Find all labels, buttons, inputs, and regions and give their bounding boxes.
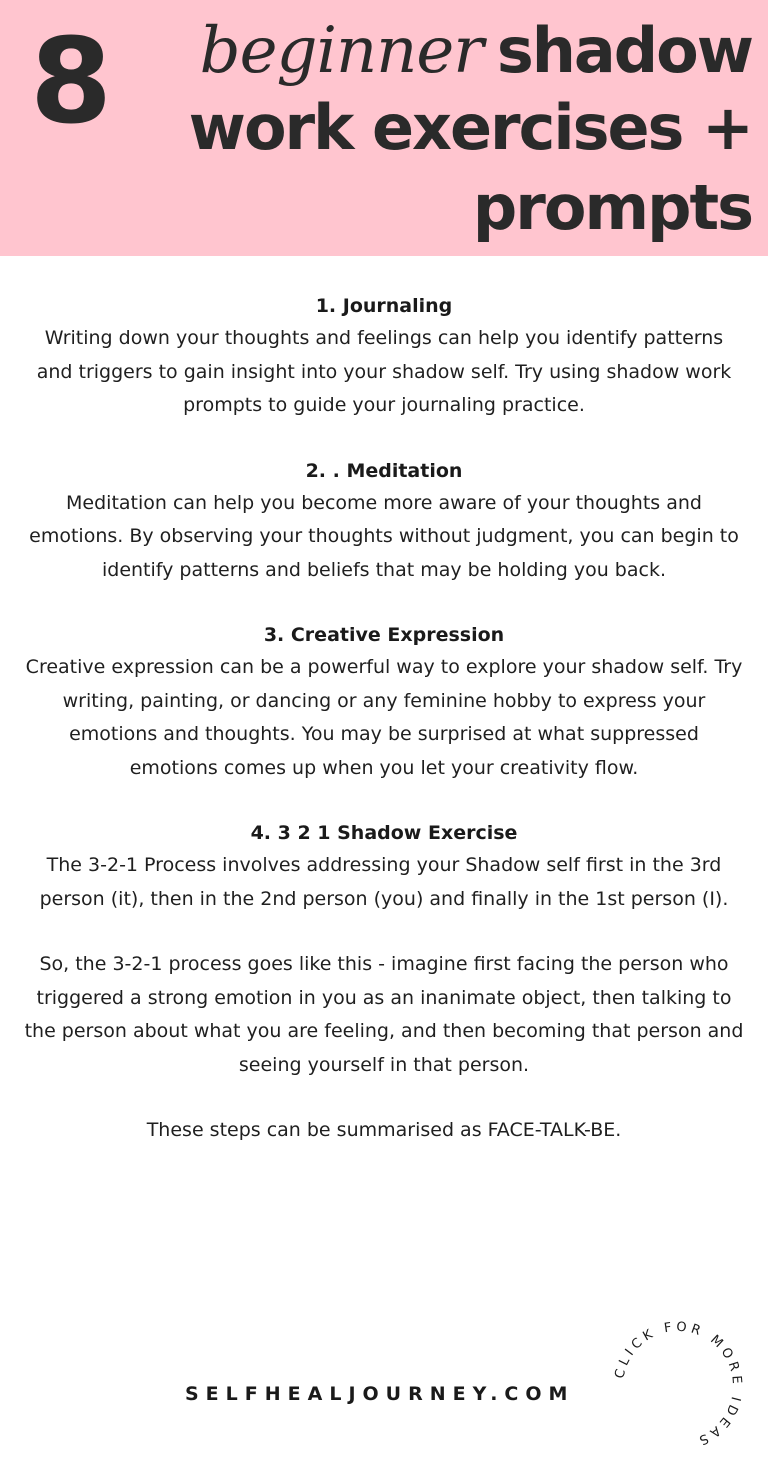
section-title: 3. Creative Expression: [263, 624, 505, 646]
title-line-3: prompts: [472, 171, 752, 244]
section-paragraph: Writing down your thoughts and feelings can help you identify patterns and triggers to gain insight into your shadow self. Try using shadow work prompts to guide your journaling practice.: [36, 327, 732, 416]
section-title: 4. 3 2 1 Shadow Exercise: [250, 822, 518, 844]
section-title: 1. Journaling: [315, 295, 453, 317]
title-script-word: beginner: [199, 14, 483, 88]
section-paragraph: Meditation can help you become more aware of your thoughts and emotions. By observing your thoughts without judgment, you can begin to identify patterns and beliefs that may be holding you back.: [29, 491, 739, 581]
badge-text-path: CLICK FOR MORE IDEAS: [612, 1319, 745, 1449]
article-body: [24, 290, 744, 1180]
title-line-2: work exercises +: [188, 91, 752, 164]
title-line-1: [200, 6, 752, 96]
section-meditation: [24, 455, 744, 588]
section-paragraph: The 3-2-1 Process involves addressing your Shadow self first in the 3rd person (it), then in the 2nd person (you) and finally in the 1st person (I).: [39, 854, 729, 910]
header-banner: [0, 0, 768, 256]
section-paragraph: These steps can be summarised as FACE-TALK-BE.: [146, 1119, 622, 1141]
badge-circular-text: [612, 1320, 744, 1449]
click-for-more-ideas-badge[interactable]: [608, 1316, 748, 1456]
title-bold-word: shadow: [496, 14, 752, 87]
section-creative-expression: [24, 619, 744, 785]
site-url[interactable]: SELFHEALJOURNEY.COM: [185, 1383, 575, 1405]
title-number: 8: [30, 12, 109, 150]
section-paragraph: Creative expression can be a powerful way to explore your shadow self. Try writing, painting, or dancing or any feminine hobby to express your emotions and thoughts. You may be surprised at what suppressed emotions comes up when you let your creativity flow.: [25, 656, 743, 779]
section-title: 2. . Meditation: [305, 459, 463, 482]
section-paragraph: So, the 3-2-1 process goes like this - imagine first facing the person who triggered a strong emotion in you as an inanimate object, then talking to the person about what you are feeling, and then becoming that person and seeing yourself in that person.: [24, 953, 744, 1076]
section-shadow-exercise: [24, 817, 744, 1148]
section-journaling: [24, 290, 744, 423]
